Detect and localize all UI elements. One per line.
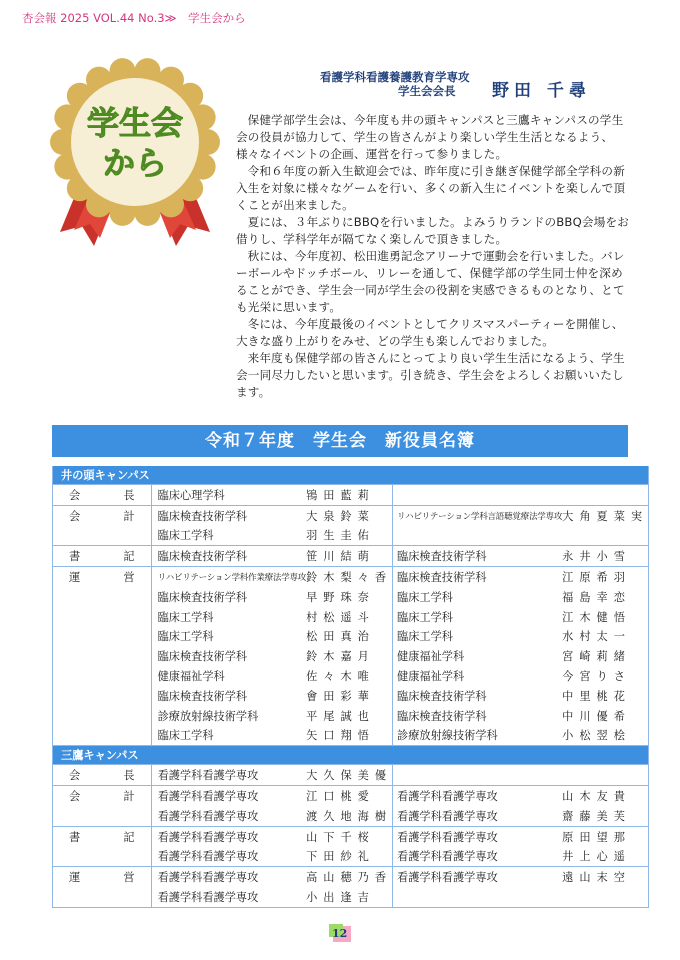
table-row: [53, 485, 649, 506]
department-cell: 臨床工学科: [157, 630, 214, 644]
name-cell: 齋藤美芙: [562, 809, 631, 823]
role-cell: 会 長: [53, 485, 152, 506]
role-cell: [53, 627, 152, 647]
name-cell: 渡久地海樹: [306, 806, 392, 826]
campus-heading: 三鷹キャンパス: [53, 746, 649, 765]
name-cell: 今宮りさ: [562, 670, 631, 684]
department-cell: 臨床検査技術学科: [157, 689, 248, 703]
table-row: [53, 847, 649, 867]
role-cell: [53, 806, 152, 826]
role-cell: 書 記: [53, 546, 152, 567]
department-cell: 臨床工学科: [151, 726, 306, 746]
department-cell: 健康福祉学科: [397, 650, 465, 664]
name-cell: 山木友貴: [562, 786, 648, 806]
name-cell: [562, 485, 648, 506]
department-cell: [393, 887, 563, 907]
affiliation-line1: 看護学科看護養護教育学専攻: [320, 70, 470, 84]
table-row: [53, 627, 649, 647]
department-cell: リハビリテーション学科言語聴覚療法学専攻: [393, 505, 563, 525]
department-cell: 看護学科看護学専攻: [151, 765, 306, 786]
badge-line2: から: [102, 144, 168, 182]
department-cell: 臨床検査技術学科: [397, 709, 487, 723]
role-cell: [53, 847, 152, 867]
department-cell: 看護学科看護学専攻: [393, 826, 563, 846]
role-cell: [53, 706, 152, 726]
department-cell: 看護学科看護学専攻: [151, 887, 306, 907]
role-cell: [53, 526, 152, 546]
department-cell: 健康福祉学科: [157, 670, 225, 684]
name-cell: 羽生圭佑: [306, 526, 392, 546]
paragraph: 夏には、３年ぶりにBBQを行いました。よみうりランドのBBQ会場をお借りし、学科学年が隔てなく楽しんで頂きました。: [236, 215, 630, 246]
role-cell: 運 営: [53, 567, 152, 587]
role-cell: [53, 666, 152, 686]
roster-title: 令和７年度 学生会 新役員名簿: [52, 425, 628, 457]
table-row: [53, 607, 649, 627]
paragraph: 冬には、今年度最後のイベントとしてクリスマスパーティーを開催し、大きな盛り上がりをみせ、どの学生も楽しんでおりました。: [236, 317, 624, 348]
author-block: [320, 70, 640, 101]
name-cell: 遠山末空: [562, 867, 648, 887]
page-header: 杏会報 2025 VOL.44 No.3≫ 学生会から: [22, 11, 246, 25]
name-cell: 井上心遥: [562, 850, 631, 864]
department-cell: 臨床検査技術学科: [397, 689, 487, 703]
name-cell: 鈴木嘉月: [306, 646, 392, 666]
name-cell: 大久保美優: [306, 765, 392, 786]
name-cell: 會田彩華: [306, 686, 392, 706]
name-cell: 松田真治: [306, 627, 392, 647]
department-cell: 看護学科看護学専攻: [393, 786, 563, 806]
officer-roster-table: [52, 466, 649, 908]
author-name: 野田 千尋: [492, 81, 591, 101]
role-cell: 会 計: [53, 786, 152, 806]
department-cell: 臨床工学科: [397, 610, 453, 624]
name-cell: 村松遥斗: [306, 607, 392, 627]
department-cell: 診療放射線技術学科: [157, 709, 259, 723]
name-cell: 江口桃愛: [306, 786, 392, 806]
role-cell: [53, 686, 152, 706]
table-row: [53, 826, 649, 846]
role-cell: [53, 887, 152, 907]
department-cell: [393, 765, 563, 786]
table-row: [53, 706, 649, 726]
name-cell: 小出逢吉: [306, 887, 392, 907]
department-cell: 臨床心理学科: [151, 485, 306, 506]
name-cell: 平尾誠也: [306, 706, 392, 726]
table-row: [53, 666, 649, 686]
page-number: 12: [332, 927, 348, 940]
table-row: [53, 567, 649, 587]
paragraph: 保健学部学生会は、今年度も井の頭キャンパスと三鷹キャンパスの学生会の役員が協力して、学生の皆さんがより楽しい学生生活となるよう、様々なイベントの企画、運営を行って参りました。: [236, 113, 624, 161]
department-cell: 臨床工学科: [397, 590, 453, 604]
article-body: [236, 112, 634, 401]
department-cell: 看護学科看護学専攻: [393, 867, 563, 887]
name-cell: [562, 526, 648, 546]
department-cell: 臨床工学科: [157, 529, 214, 543]
name-cell: 江原希羽: [562, 567, 648, 587]
name-cell: 佐々木唯: [306, 666, 392, 686]
name-cell: [562, 887, 648, 907]
name-cell: 水村太一: [562, 630, 631, 644]
department-cell: 看護学科看護学専攻: [157, 809, 259, 823]
role-cell: [53, 587, 152, 607]
department-cell: [393, 526, 563, 546]
role-cell: 会 長: [53, 765, 152, 786]
role-cell: 会 計: [53, 505, 152, 525]
table-row: [53, 726, 649, 746]
name-cell: 下田紗礼: [306, 847, 392, 867]
name-cell: 福島幸恋: [562, 590, 631, 604]
department-cell: 看護学科看護学専攻: [151, 826, 306, 846]
table-row: [53, 686, 649, 706]
role-cell: 書 記: [53, 826, 152, 846]
department-cell: 看護学科看護学専攻: [157, 850, 259, 864]
paragraph: 令和６年度の新入生歓迎会では、昨年度に引き継ぎ保健学部全学科の新入生を対象に様々なゲームを行い、多くの新入生にイベントを楽しんで頂くことが出来ました。: [236, 164, 626, 212]
name-cell: 鴇田藍莉: [306, 485, 392, 506]
department-cell: 診療放射線技術学科: [393, 726, 563, 746]
page-number-box: [333, 926, 351, 942]
department-cell: 臨床工学科: [397, 630, 453, 644]
department-cell: 看護学科看護学専攻: [397, 850, 498, 864]
role-cell: [53, 607, 152, 627]
name-cell: 大角夏菜実: [562, 505, 648, 525]
department-cell: 臨床検査技術学科: [151, 546, 306, 567]
table-row: [53, 526, 649, 546]
table-row: [53, 587, 649, 607]
affiliation-line2: 学生会会長: [398, 84, 456, 98]
name-cell: 大泉鈴菜: [306, 505, 392, 525]
table-row: [53, 806, 649, 826]
name-cell: 早野珠奈: [306, 587, 392, 607]
name-cell: 山下千桜: [306, 826, 392, 846]
department-cell: 健康福祉学科: [397, 670, 465, 684]
paragraph: 来年度も保健学部の皆さんにとってより良い学生生活になるよう、学生会一同尽力したいと思います。引き続き、学生会をよろしくお願いいたします。: [236, 351, 625, 399]
name-cell: 鈴木梨々香: [306, 567, 392, 587]
badge-line1: 学生会: [86, 104, 184, 142]
name-cell: 永井小雪: [562, 546, 648, 567]
department-cell: 看護学科看護学専攻: [151, 786, 306, 806]
name-cell: 矢口翔悟: [306, 726, 392, 746]
author-affiliation: [320, 70, 640, 98]
department-cell: 看護学科看護学専攻: [397, 809, 498, 823]
department-cell: リハビリテーション学科作業療法学専攻: [151, 567, 306, 587]
department-cell: 臨床検査技術学科: [393, 546, 563, 567]
name-cell: 江木健悟: [562, 610, 631, 624]
name-cell: 高山穂乃香: [306, 867, 392, 887]
name-cell: 小松翌桧: [562, 726, 648, 746]
department-cell: 臨床工学科: [157, 610, 214, 624]
name-cell: 中里桃花: [562, 689, 631, 703]
role-cell: [53, 726, 152, 746]
paragraph: 秋には、今年度初、松田進勇記念アリーナで運動会を行いました。バレーボールやドッチボール、リレーを通して、保健学部の学生同士仲を深めることができ、学生会一同が学生会の役割を実感できるものとなり、とても光栄に思います。: [236, 249, 625, 314]
name-cell: 宮崎莉緒: [562, 650, 631, 664]
student-council-badge: [40, 54, 230, 254]
department-cell: 看護学科看護学専攻: [151, 867, 306, 887]
table-row: [53, 786, 649, 806]
table-row: [53, 765, 649, 786]
department-cell: 臨床検査技術学科: [151, 505, 306, 525]
role-cell: 運 営: [53, 867, 152, 887]
role-cell: [53, 646, 152, 666]
department-cell: 臨床検査技術学科: [157, 590, 248, 604]
name-cell: 中川優希: [562, 709, 631, 723]
campus-heading: 井の頭キャンパス: [53, 466, 649, 485]
table-row: [53, 646, 649, 666]
table-row: [53, 505, 649, 525]
name-cell: 笹川結萌: [306, 546, 392, 567]
department-cell: 臨床検査技術学科: [393, 567, 563, 587]
table-row: [53, 546, 649, 567]
table-row: [53, 887, 649, 907]
name-cell: 原田望那: [562, 826, 648, 846]
name-cell: [562, 765, 648, 786]
table-row: [53, 867, 649, 887]
department-cell: [393, 485, 563, 506]
department-cell: 臨床検査技術学科: [157, 650, 248, 664]
